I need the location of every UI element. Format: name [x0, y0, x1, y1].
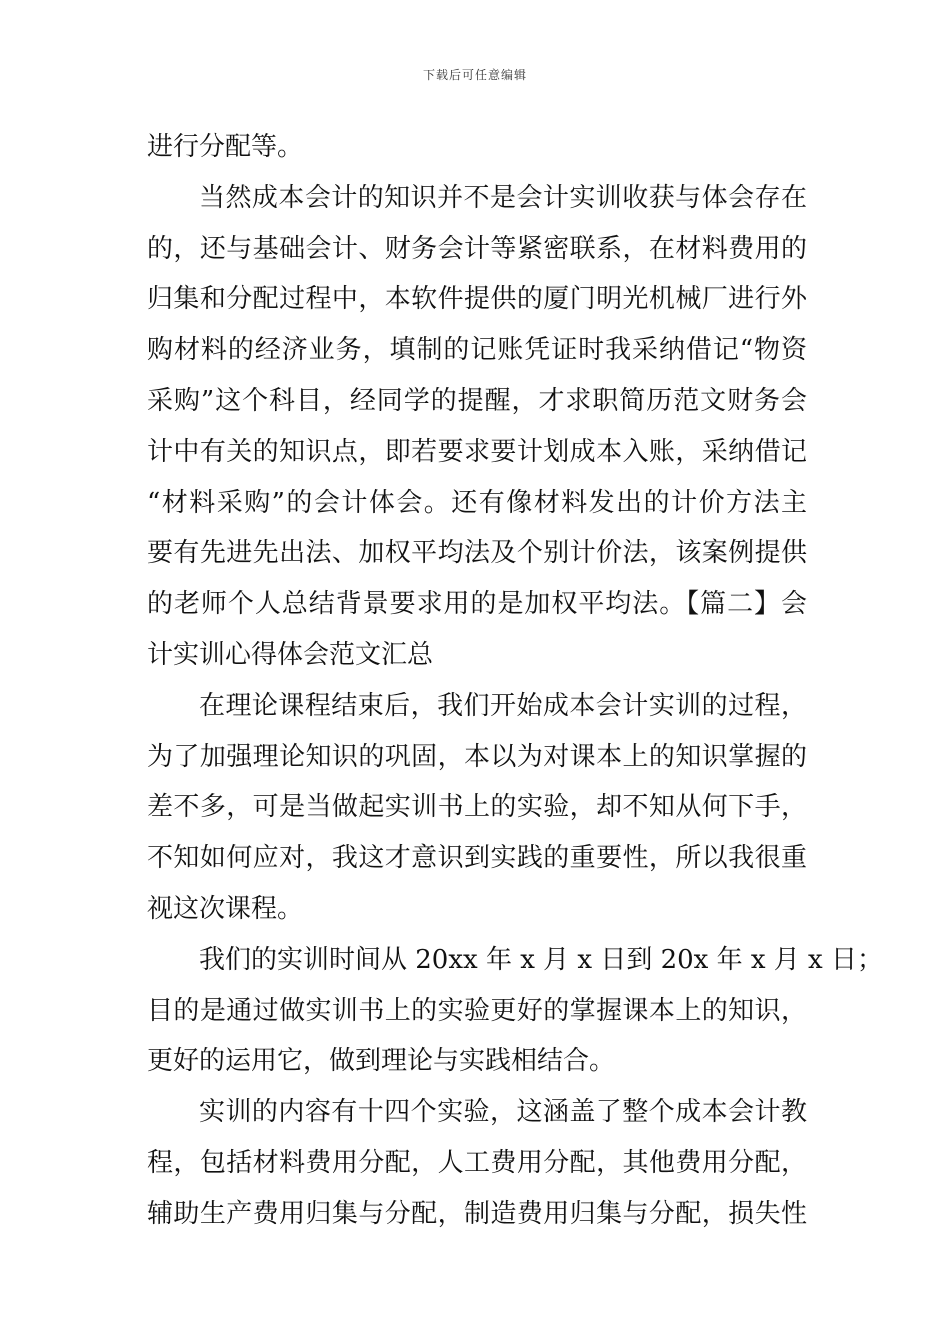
text-line: 差不多，可是当做起实训书上的实验，却不知从何下手， — [147, 792, 807, 823]
text-line: 视这次课程。 — [147, 893, 304, 924]
text-line: “材料采购”的会计体会。还有像材料发出的计价方法主 — [147, 487, 807, 518]
text-line: 辅助生产费用归集与分配，制造费用归集与分配，损失性 — [147, 1198, 807, 1229]
text-line: 程，包括材料费用分配，人工费用分配，其他费用分配， — [147, 1147, 807, 1178]
text-line: 要有先进先出法、加权平均法及个别计价法，该案例提供 — [147, 538, 807, 569]
text-line: 购材料的经济业务，填制的记账凭证时我采纳借记“物资 — [147, 335, 807, 366]
text-line: 为了加强理论知识的巩固，本以为对课本上的知识掌握的 — [147, 741, 807, 772]
document-body — [147, 122, 883, 1240]
text-line: 当然成本会计的知识并不是会计实训收获与体会存在 — [199, 182, 807, 213]
text-line: 采购”这个科目，经同学的提醒，才求职简历范文财务会 — [147, 385, 807, 416]
text-line: 实训的内容有十四个实验，这涵盖了整个成本会计教 — [199, 1097, 807, 1128]
text-line: 更好的运用它，做到理论与实践相结合。 — [147, 1046, 616, 1077]
page-header: 下载后可任意编辑 — [422, 68, 527, 82]
text-line: 的，还与基础会计、财务会计等紧密联系，在材料费用的 — [147, 233, 807, 264]
text-line: 计中有关的知识点，即若要求要计划成本入账，采纳借记 — [147, 436, 807, 467]
text-line: 我们的实训时间从 20xx 年 x 月 x 日到 20x 年 x 月 x 日； — [199, 944, 883, 975]
text-line: 进行分配等。 — [147, 132, 304, 162]
text-line: 目的是通过做实训书上的实验更好的掌握课本上的知识， — [147, 995, 807, 1026]
text-line: 计实训心得体会范文汇总 — [147, 639, 434, 670]
text-line: 不知如何应对，我这才意识到实践的重要性，所以我很重 — [147, 843, 807, 874]
text-line: 的老师个人总结背景要求用的是加权平均法。【篇二】会 — [147, 589, 807, 620]
text-line: 归集和分配过程中，本软件提供的厦门明光机械厂进行外 — [147, 284, 807, 315]
text-line: 在理论课程结束后，我们开始成本会计实训的过程， — [199, 690, 807, 721]
